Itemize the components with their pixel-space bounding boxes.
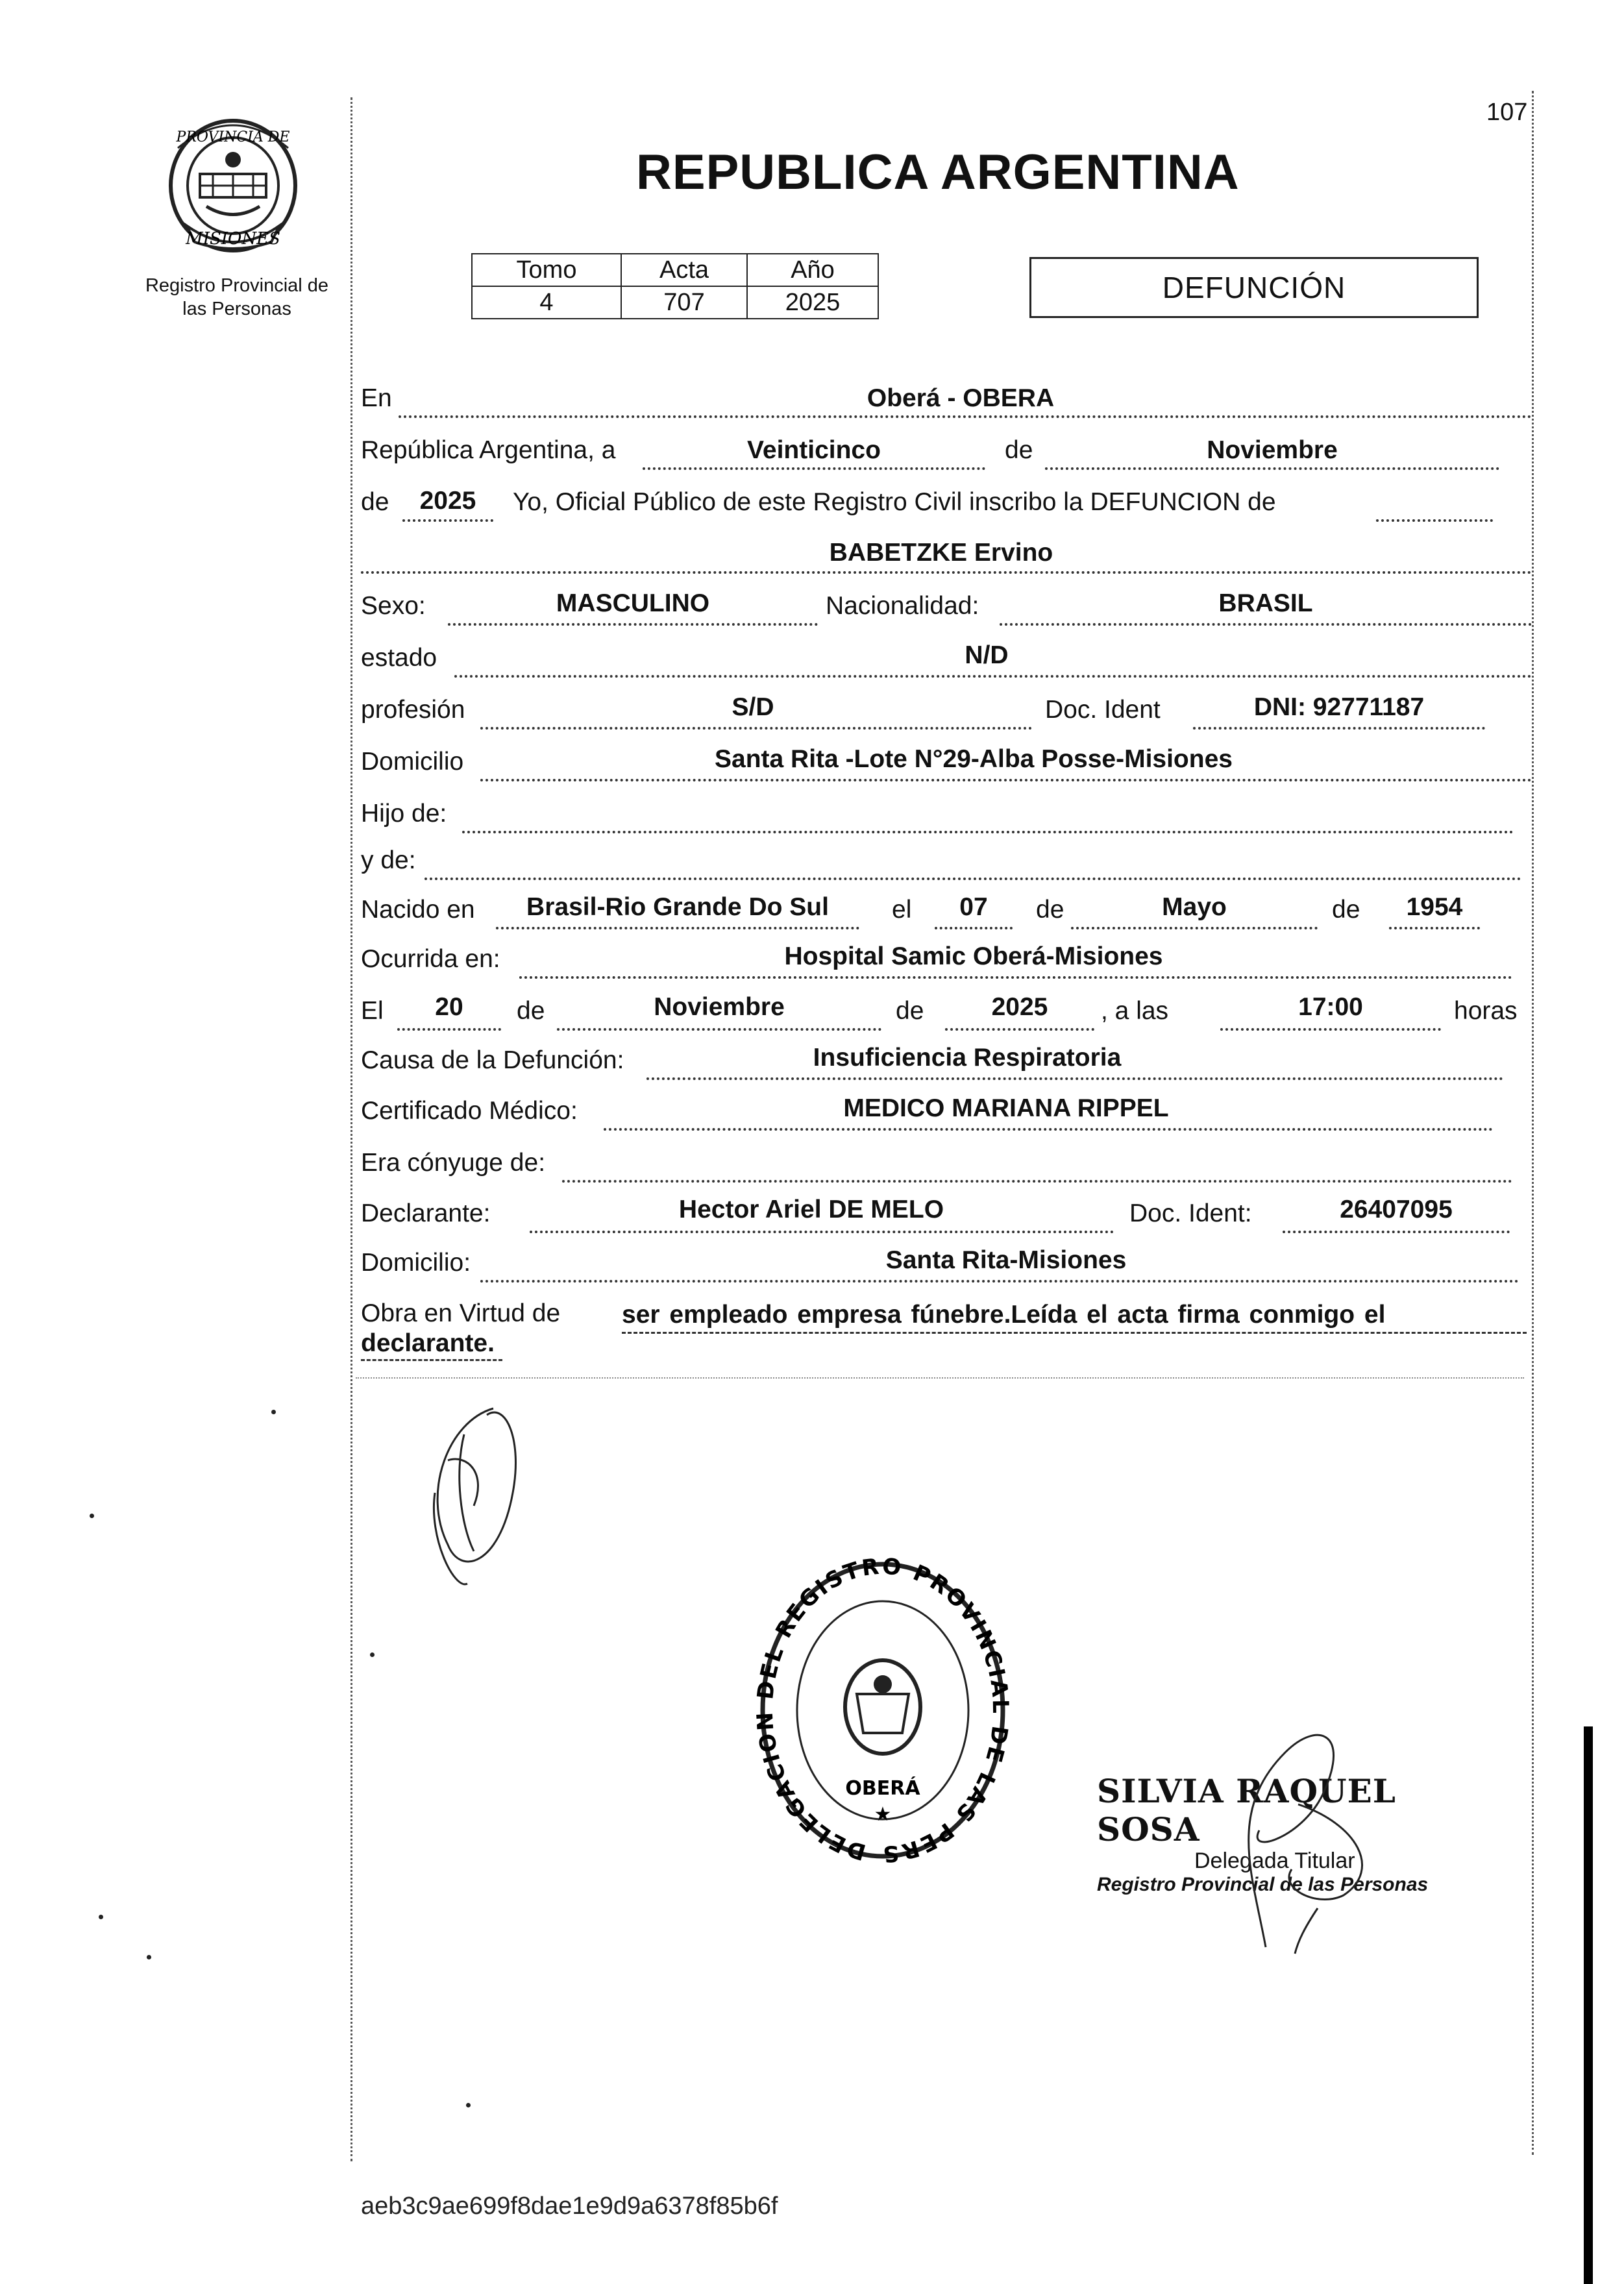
death-de2-label: de [896,997,924,1025]
sexo-line [448,623,818,626]
death-day-line [397,1028,501,1031]
scan-speck [271,1410,276,1414]
decl-domicilio-label: Domicilio: [361,1249,471,1277]
signer-name: SILVIA RAQUEL SOSA [1097,1772,1396,1848]
scan-speck [99,1915,103,1919]
misiones-province-seal [154,109,312,258]
domicilio-value: Santa Rita -Lote N°29-Alba Posse-Misiones [715,745,1233,773]
certificado-label: Certificado Médico: [361,1097,578,1125]
acta-value: 707 [621,286,747,319]
sexo-label: Sexo: [361,592,426,620]
birth-de2-label: de [1332,896,1360,924]
deceased-name-line [361,571,1532,574]
death-el-label: El [361,997,384,1025]
birth-day-value: 07 [959,893,988,921]
nacido-label: Nacido en [361,896,475,924]
death-month-value: Noviembre [654,993,785,1021]
hijo-line [462,831,1514,833]
year-value: 2025 [419,487,476,515]
certificado-value: MEDICO MARIANA RIPPEL [843,1094,1169,1122]
declarante-label: Declarante: [361,1199,491,1227]
page-title: REPUBLICA ARGENTINA [636,145,1240,200]
decl-doc-value: 26407095 [1340,1196,1453,1223]
nacido-line [496,927,859,929]
record-type-box: DEFUNCIÓN [1029,257,1479,318]
deceased-name-value: BABETZKE Ervino [829,539,1053,567]
nacionalidad-label: Nacionalidad: [826,592,979,620]
decl-domicilio-value: Santa Rita-Misiones [885,1246,1127,1274]
alas-label: , a las [1101,997,1169,1025]
registry-name [123,274,351,321]
birth-year-value: 1954 [1406,893,1463,921]
stamp-ring-text: DELEGACION DEL REGISTRO PROVINCIAL DE LAS PERS [753,1553,1013,1863]
stamp-city: OBERÁ [845,1777,920,1800]
page-number: 107 [1486,99,1528,126]
conyuge-line [562,1180,1512,1183]
death-month-line [557,1028,881,1031]
decl-doc-label: Doc. Ident: [1129,1199,1252,1227]
estado-line [454,675,1532,678]
death-de1-label: de [517,997,545,1025]
tomo-value: 4 [472,286,621,319]
profesion-value: S/D [732,693,774,721]
ocurrida-line [519,976,1512,979]
doc-line [1193,727,1485,730]
signature-scribble [1188,1713,1409,1960]
yde-line [424,878,1521,880]
official-stamp [753,1551,1013,1866]
stamp-star-icon: ★ [874,1804,892,1825]
hijo-label: Hijo de: [361,800,447,828]
obra-label: Obra en Virtud de [361,1299,561,1327]
registry-line-2: las Personas [182,299,291,319]
anio-value: 2025 [747,286,878,319]
scan-speck [466,2103,471,2107]
signer-organization: Registro Provincial de las Personas [1097,1874,1429,1895]
scan-speck [370,1652,375,1657]
place-value: Oberá - OBERA [867,384,1055,412]
certificado-line [604,1128,1493,1131]
year-prefix-label: de [361,488,389,516]
profesion-label: profesión [361,696,465,724]
signature-block [1097,1772,1486,1896]
obra-line-2: declarante. [361,1329,495,1357]
death-year-value: 2025 [991,993,1048,1021]
document-hash: aeb3c9ae699f8dae1e9d9a6378f85b6f [361,2192,778,2220]
death-year-line [945,1028,1094,1031]
horas-label: horas [1454,997,1518,1025]
signer-role: Delegada Titular [1194,1848,1355,1873]
statement-text: Yo, Oficial Público de este Registro Civil inscribo la DEFUNCION de [513,488,1276,516]
record-table-header-row [472,254,878,286]
record-table [471,253,879,319]
handwritten-mark [409,1395,539,1606]
birth-month-value: Mayo [1162,893,1227,921]
decl-domicilio-line [480,1280,1519,1283]
month-value: Noviembre [1207,436,1338,464]
acta-header: Acta [621,254,747,286]
ocurrida-value: Hospital Samic Oberá-Misiones [784,942,1163,970]
scan-speck [147,1955,151,1959]
el-label: el [892,896,912,924]
scan-speck [90,1514,94,1518]
doc-value: DNI: 92771187 [1253,693,1425,721]
nacionalidad-line [1000,623,1532,626]
birth-day-line [935,927,1013,929]
statement-trailing-line [1376,519,1493,522]
birth-year-line [1389,927,1480,929]
closing-line [356,1377,1524,1379]
en-label: En [361,384,392,412]
record-table-value-row [472,286,878,319]
seal-bottom-text: MISIONES [186,229,280,249]
obra-underline-2 [361,1359,502,1361]
conyuge-label: Era cónyuge de: [361,1149,546,1177]
sexo-value: MASCULINO [556,589,710,617]
nacido-value: Brasil-Rio Grande Do Sul [526,893,829,921]
right-margin-line [1532,91,1534,2155]
anio-header: Año [747,254,878,286]
profesion-line [480,727,1032,730]
domicilio-label: Domicilio [361,748,464,776]
obra-underline-1 [622,1332,1527,1334]
yde-label: y de: [361,846,416,874]
declarante-line [530,1231,1114,1233]
month-line [1045,467,1499,470]
domicilio-line [480,779,1532,781]
causa-label: Causa de la Defunción: [361,1046,624,1074]
causa-line [646,1077,1503,1080]
birth-de1-label: de [1036,896,1064,924]
death-time-value: 17:00 [1298,993,1363,1021]
de-label: de [1005,436,1033,464]
year-line [402,519,493,522]
ocurrida-label: Ocurrida en: [361,945,500,973]
tomo-header: Tomo [472,254,621,286]
scan-edge-bar [1584,1726,1593,2284]
seal-top-text: PROVINCIA DE [176,129,290,145]
day-words-value: Veinticinco [747,436,881,464]
registry-line-1: Registro Provincial de [145,275,329,296]
republica-label: República Argentina, a [361,436,616,464]
estado-label: estado [361,644,437,672]
decl-doc-line [1283,1231,1510,1233]
causa-value: Insuficiencia Respiratoria [813,1044,1122,1072]
nacionalidad-value: BRASIL [1218,589,1313,617]
place-line [399,415,1532,418]
death-day-value: 20 [435,993,463,1021]
estado-value: N/D [965,641,1009,669]
birth-month-line [1071,927,1318,929]
obra-line-1: ser empleado empresa fúnebre.Leída el acta firma conmigo el [622,1301,1386,1329]
death-time-line [1220,1028,1441,1031]
declarante-value: Hector Ariel DE MELO [678,1196,944,1223]
left-margin-line [351,97,352,2161]
day-words-line [643,467,985,470]
doc-label: Doc. Ident [1045,696,1161,724]
